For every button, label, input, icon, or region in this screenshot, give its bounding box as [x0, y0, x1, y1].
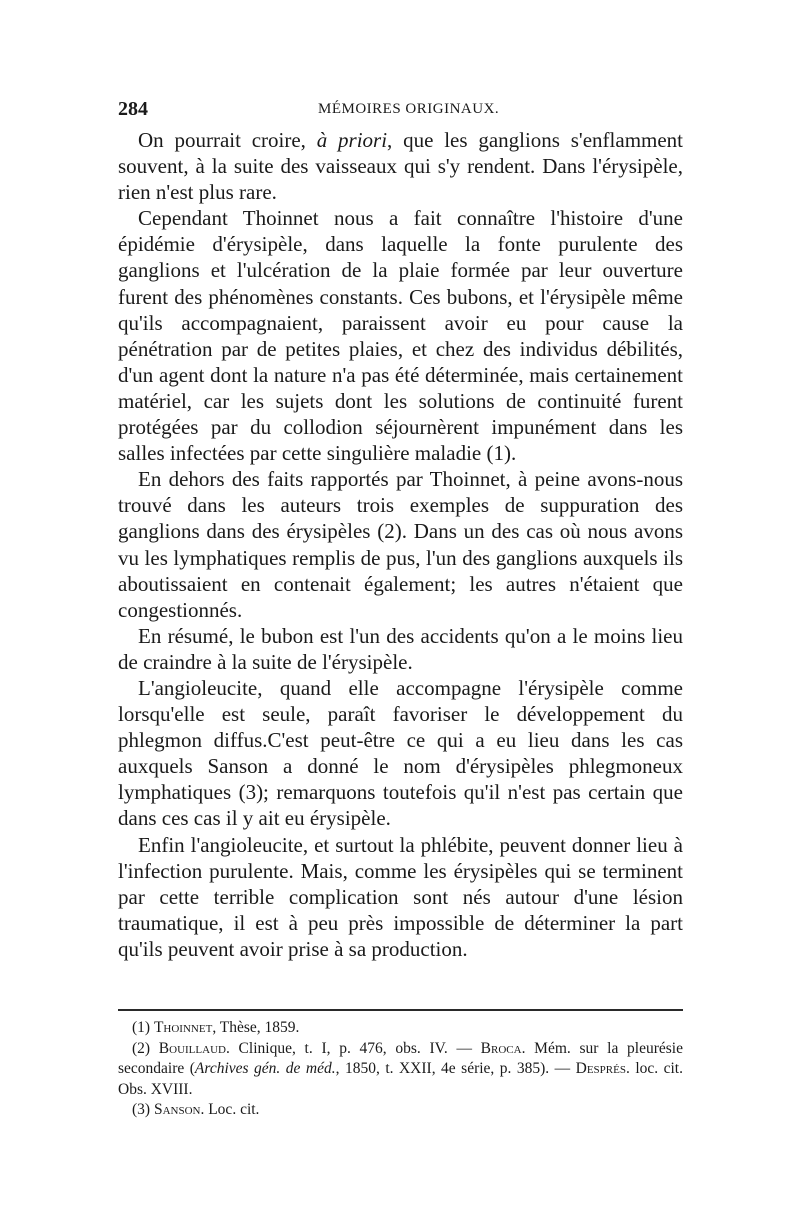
footnote-3-text: . Loc. cit.	[200, 1101, 260, 1118]
footnote-2-journal: Archives gén. de méd.	[194, 1060, 336, 1077]
paragraph-6: Enfin l'angioleucite, et surtout la phlébite, peuvent donner lieu à l'infection purulente. Mais, comme les érysipèles qui se terminent par cette terrible complication sont nés autour d'une lésion traumatique, il est à peu près impossible de déterminer la part qu'ils peuvent avoir prise à sa production.	[118, 832, 683, 961]
footnote-2-text-2: . Mém. sur la pleurésie secondaire (	[118, 1039, 683, 1077]
paragraph-1-end: , que les ganglions s'enflamment souvent, à la suite des vaisseaux qui s'y rendent. Dans l'érysipèle, rien n'est plus rare.	[118, 128, 684, 205]
footnote-3-author: Sanson	[153, 1101, 201, 1118]
footnote-2-author-3: Després	[575, 1060, 626, 1077]
italic-a-priori: à priori	[316, 128, 388, 152]
footnote-separator	[118, 1009, 683, 1011]
footnotes	[118, 1018, 683, 1121]
paragraph-2: Cependant Thoinnet nous a fait connaître l'histoire d'une épidémie d'érysipèle, dans laquelle la fonte purulente des ganglions et l'ulcération de la plaie formée par leur ouverture furent des phénomènes constants. Ces bubons, et l'érysipèle même qu'ils accompagnaient, paraissent avoir eu pour cause la pénétration par de petites plaies, et chez des individus débilités, d'un agent dont la nature n'a pas été déterminée, mais certainement matériel, car les sujets dont les solutions de continuité furent protégées par du collodion séjournèrent impunément dans les salles infectées par cette singulière maladie (1).	[118, 206, 683, 466]
running-head: MÉMOIRES ORIGINAUX.	[318, 101, 500, 117]
footnote-2-author-1: Bouillaud	[158, 1039, 226, 1057]
footnote-2-text-3: , 1850, t. XXII, 4e série, p. 385). —	[335, 1060, 576, 1077]
paragraph-3: En dehors des faits rapportés par Thoinnet, à peine avons-nous trouvé dans les auteurs trois exemples de suppuration des ganglions dans des érysipèles (2). Dans un des cas où nous avons vu les lymphatiques remplis de pus, l'un des ganglions auxquels ils aboutissaient en contenait également; les autres n'étaient que congestionnés.	[118, 467, 683, 622]
paragraph-1-start: On pourrait croire,	[138, 128, 317, 152]
footnote-2-author-2: Broca	[480, 1039, 522, 1057]
paragraph-5: L'angioleucite, quand elle accompagne l'érysipèle comme lorsqu'elle est seule, paraît favoriser le développement du phlegmon diffus.C'est peut-être ce qui a eu lieu dans les cas auxquels Sanson a donné le nom d'érysipèles phlegmoneux lymphatiques (3); remarquons toutefois qu'il n'est pas certain que dans ces cas il y ait eu érysipèle.	[118, 675, 683, 831]
footnote-2-text-4: . loc. cit. Obs. XVIII.	[118, 1060, 683, 1098]
page-header	[118, 98, 688, 124]
footnote-1	[118, 1018, 683, 1039]
footnote-1-author: Thoinnet	[153, 1019, 213, 1036]
paragraph-4: En résumé, le bubon est l'un des accidents qu'on a le moins lieu de craindre à la suite de l'érysipèle.	[118, 623, 683, 674]
footnote-1-text: , Thèse, 1859.	[212, 1019, 300, 1036]
footnote-1-marker: (1)	[132, 1019, 154, 1036]
footnote-3-marker: (3)	[132, 1101, 154, 1118]
paragraph-1	[118, 127, 683, 205]
footnote-2-text-1: . Clinique, t. I, p. 476, obs. IV. —	[225, 1039, 481, 1057]
footnote-2-marker: (2)	[132, 1039, 159, 1057]
footnote-3	[118, 1100, 683, 1121]
body-text	[118, 127, 683, 962]
footnote-2	[118, 1039, 683, 1101]
page-number: 284	[118, 98, 148, 120]
